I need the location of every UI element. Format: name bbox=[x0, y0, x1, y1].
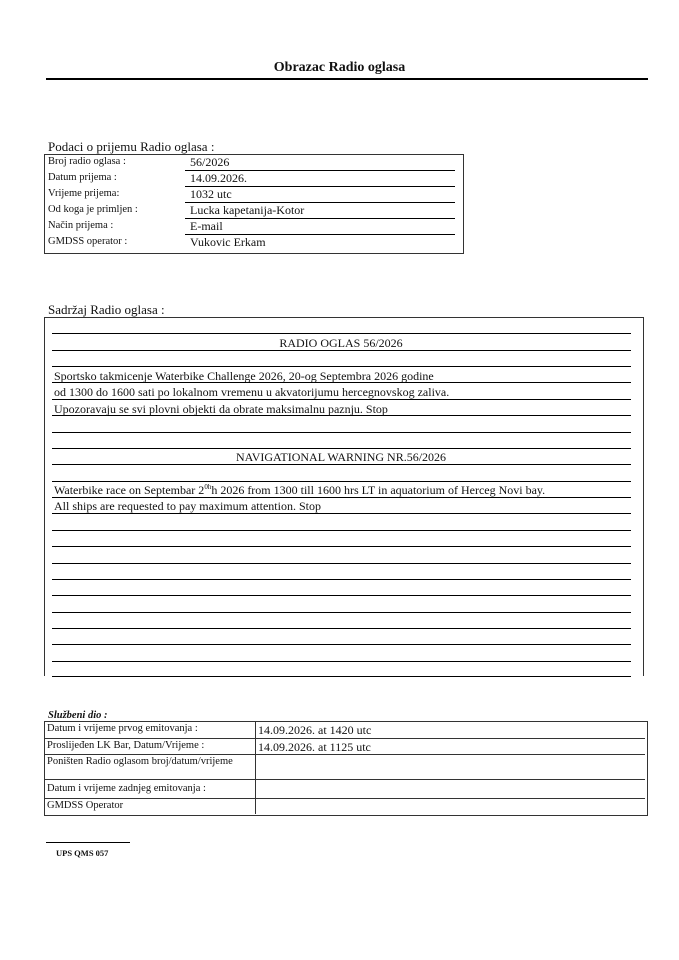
official-column-divider bbox=[255, 755, 256, 779]
ruled-line bbox=[52, 448, 631, 449]
reception-label: Vrijeme prijema: bbox=[48, 188, 120, 199]
official-row-last-broadcast bbox=[45, 780, 645, 799]
reception-label: Način prijema : bbox=[48, 220, 114, 231]
official-row-operator bbox=[45, 799, 645, 814]
reception-value: E-mail bbox=[190, 219, 223, 233]
ruled-line bbox=[52, 432, 631, 433]
local-notice-heading: RADIO OGLAS 56/2026 bbox=[279, 336, 403, 350]
page-title: Obrazac Radio oglasa bbox=[273, 60, 406, 75]
official-box bbox=[44, 721, 648, 816]
official-column-divider bbox=[255, 739, 256, 754]
local-notice-line: Sportsko takmicenje Waterbike Challenge 2026, 20-og Septembra 2026 godine bbox=[54, 369, 434, 383]
official-row-cancelled bbox=[45, 755, 645, 780]
footer-divider bbox=[46, 842, 130, 843]
warning-text: h 2026 from 1300 till 1600 hrs LT in aquatorium of Herceg Novi bay. bbox=[211, 483, 546, 497]
ruled-line bbox=[52, 530, 631, 531]
official-column-divider bbox=[255, 722, 256, 738]
warning-heading: NAVIGATIONAL WARNING NR.56/2026 bbox=[235, 450, 447, 464]
title-divider bbox=[46, 78, 648, 80]
reception-value: 1032 utc bbox=[190, 187, 232, 201]
warning-text: Waterbike race on Septembar 2 bbox=[54, 483, 205, 497]
official-value: 14.09.2026. at 1420 utc bbox=[258, 723, 372, 737]
reception-row-number bbox=[45, 155, 455, 171]
official-value: 14.09.2026. at 1125 utc bbox=[258, 740, 371, 754]
official-label: Proslijeđen LK Bar, Datum/Vrijeme : bbox=[47, 740, 205, 751]
reception-label: GMDSS operator : bbox=[48, 236, 128, 247]
warning-line: All ships are requested to pay maximum attention. Stop bbox=[54, 499, 321, 513]
official-label: Poništen Radio oglasom broj/datum/vrijeme bbox=[47, 756, 233, 767]
official-label: GMDSS Operator bbox=[47, 800, 124, 811]
ruled-line bbox=[52, 563, 631, 564]
official-row-forwarded bbox=[45, 739, 645, 755]
reception-box bbox=[44, 154, 464, 254]
form-code: UPS QMS 057 bbox=[56, 848, 109, 858]
reception-row-time bbox=[45, 187, 455, 203]
ruled-line bbox=[52, 546, 631, 547]
ruled-line bbox=[52, 628, 631, 629]
ruled-line bbox=[52, 481, 631, 482]
reception-row-date bbox=[45, 171, 455, 187]
ruled-line bbox=[52, 333, 631, 334]
reception-row-method bbox=[45, 219, 455, 235]
warning-line bbox=[54, 483, 545, 498]
ruled-line bbox=[52, 579, 631, 580]
ruled-line bbox=[52, 595, 631, 596]
ruled-line bbox=[52, 366, 631, 367]
reception-label: Datum prijema : bbox=[48, 172, 117, 183]
ruled-line bbox=[52, 676, 631, 677]
reception-value: Lucka kapetanija-Kotor bbox=[190, 203, 305, 217]
reception-label: Od koga je primljen : bbox=[48, 204, 138, 215]
ruled-line bbox=[52, 661, 631, 662]
official-label: Datum i vrijeme zadnjeg emitovanja : bbox=[47, 783, 206, 794]
content-box bbox=[44, 317, 644, 676]
official-section-label: Službeni dio : bbox=[48, 710, 108, 721]
reception-value: 56/2026 bbox=[190, 155, 230, 169]
warning-superscript: 0h bbox=[204, 483, 212, 491]
content-section-label: Sadržaj Radio oglasa : bbox=[48, 302, 165, 317]
reception-value: Vukovic Erkam bbox=[190, 235, 266, 249]
official-column-divider bbox=[255, 799, 256, 814]
reception-label: Broj radio oglasa : bbox=[48, 156, 126, 167]
reception-row-source bbox=[45, 203, 455, 219]
official-column-divider bbox=[255, 780, 256, 798]
ruled-line bbox=[52, 612, 631, 613]
reception-section-label: Podaci o prijemu Radio oglasa : bbox=[48, 139, 215, 154]
local-notice-line: Upozoravaju se svi plovni objekti da obrate maksimalnu paznju. Stop bbox=[54, 402, 388, 416]
reception-row-operator bbox=[45, 235, 455, 251]
official-label: Datum i vrijeme prvog emitovanja : bbox=[47, 723, 198, 734]
official-row-first-broadcast bbox=[45, 722, 645, 739]
local-notice-line: od 1300 do 1600 sati po lokalnom vremenu u akvatorijumu hercegnovskog zaliva. bbox=[54, 385, 450, 399]
reception-value: 14.09.2026. bbox=[190, 171, 247, 185]
ruled-line bbox=[52, 644, 631, 645]
